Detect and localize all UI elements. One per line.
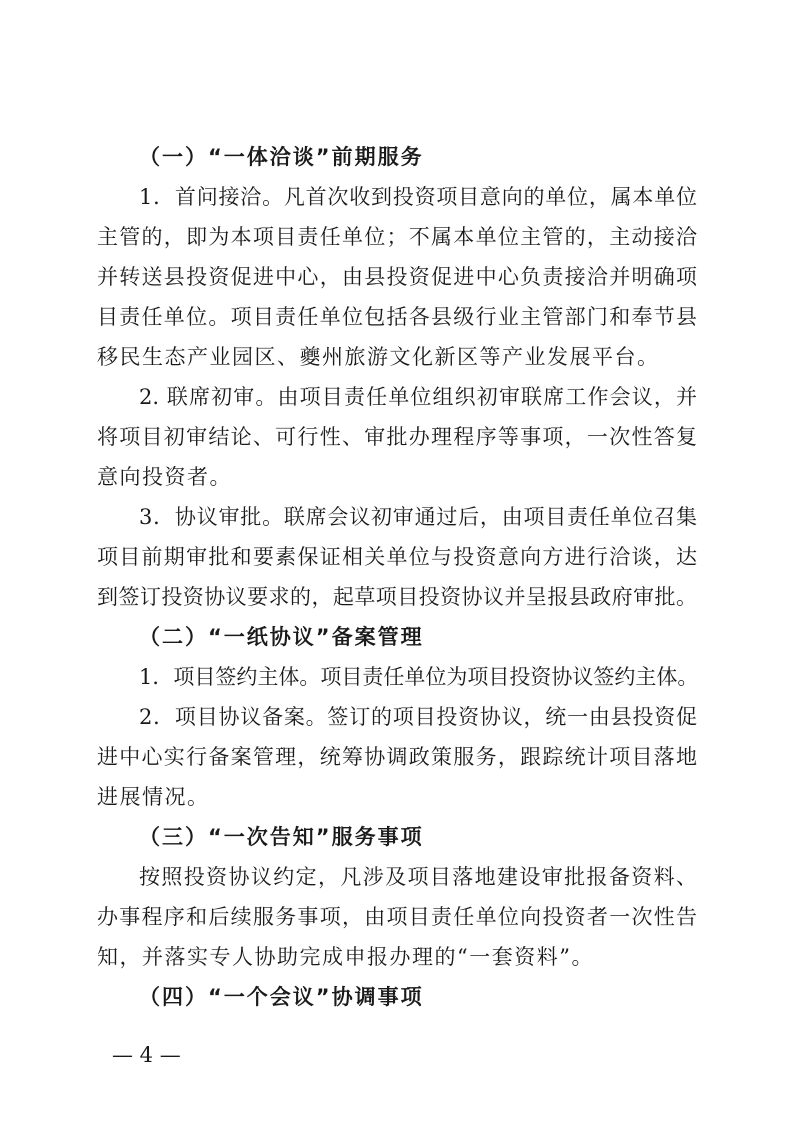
- section-heading-2: （二）“一纸协议”备案管理: [139, 625, 424, 649]
- paragraph-line: 目责任单位。项目责任单位包括各县级行业主管部门和奉节县: [97, 305, 697, 329]
- paragraph-line: 进中心实行备案管理，统筹协调政策服务，跟踪统计项目落地: [97, 745, 697, 769]
- paragraph-line: 知，并落实专人协助完成申报办理的“一套资料”。: [97, 945, 594, 969]
- paragraph-line: 2. 联席初审。由项目责任单位组织初审联席工作会议，并: [139, 385, 697, 409]
- paragraph-line: 意向投资者。: [97, 465, 232, 489]
- paragraph-line: 1．首问接洽。凡首次收到投资项目意向的单位，属本单位: [139, 185, 697, 209]
- page-number: — 4 —: [112, 1043, 181, 1067]
- paragraph-line: 3．协议审批。联席会议初审通过后，由项目责任单位召集: [139, 505, 697, 529]
- paragraph-line: 将项目初审结论、可行性、审批办理程序等事项，一次性答复: [97, 425, 697, 449]
- paragraph-line: 1．项目签约主体。项目责任单位为项目投资协议签约主体。: [139, 665, 699, 689]
- section-heading-3: （三）“一次告知”服务事项: [139, 825, 424, 849]
- paragraph-line: 移民生态产业园区、夔州旅游文化新区等产业发展平台。: [97, 345, 660, 369]
- paragraph-line: 进展情况。: [97, 785, 210, 809]
- section-heading-4: （四）“一个会议”协调事项: [139, 985, 424, 1009]
- paragraph-line: 按照投资协议约定，凡涉及项目落地建设审批报备资料、: [139, 865, 697, 889]
- section-heading-1: （一）“一体洽谈”前期服务: [139, 145, 424, 169]
- paragraph-line: 2．项目协议备案。签订的项目投资协议，统一由县投资促: [139, 705, 697, 729]
- paragraph-line: 到签订投资协议要求的，起草项目投资协议并呈报县政府审批。: [97, 585, 697, 609]
- paragraph-line: 项目前期审批和要素保证相关单位与投资意向方进行洽谈，达: [97, 545, 697, 569]
- paragraph-line: 办事程序和后续服务事项，由项目责任单位向投资者一次性告: [97, 905, 697, 929]
- paragraph-line: 主管的，即为本项目责任单位；不属本单位主管的，主动接洽: [97, 225, 697, 249]
- paragraph-line: 并转送县投资促进中心，由县投资促进中心负责接洽并明确项: [97, 265, 697, 289]
